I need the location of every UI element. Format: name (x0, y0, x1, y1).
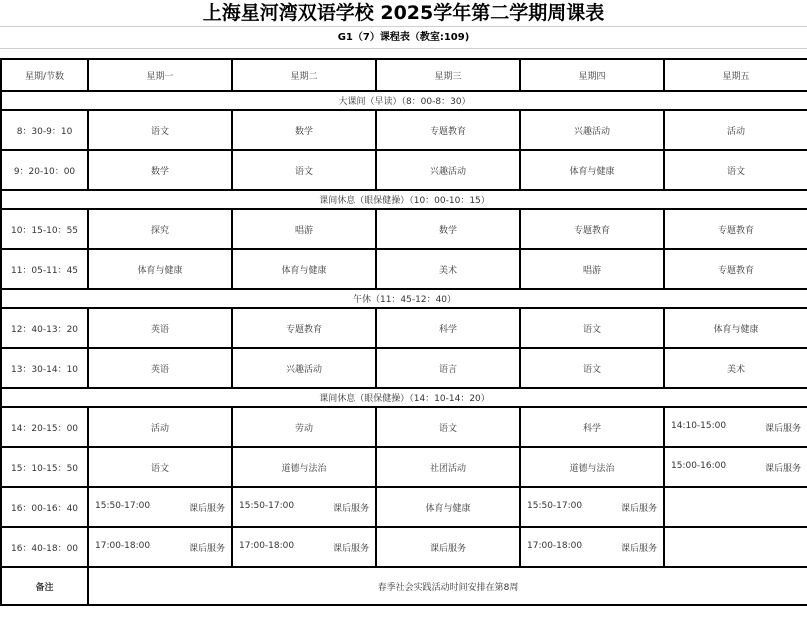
break-rest-1: 课间休息（眼保健操）（10：00-10：15） (1, 190, 807, 209)
class-cell: 体育与健康 (376, 487, 520, 527)
class-cell: 科学 (376, 308, 520, 348)
after-school-slot (89, 541, 231, 554)
class-cell: 社团活动 (376, 447, 520, 487)
note-label: 备注 (1, 567, 88, 605)
title-divider (0, 26, 807, 27)
class-cell: 道德与法治 (232, 447, 376, 487)
period-time: 8：30-9：10 (1, 110, 88, 150)
after-school-cell (520, 527, 664, 567)
day-header-mon: 星期一 (88, 59, 232, 91)
service-time: 17:00-18:00 (527, 540, 583, 551)
class-cell: 数学 (376, 209, 520, 249)
header-row (1, 59, 807, 91)
class-cell: 专题教育 (664, 209, 807, 249)
class-subtitle: G1（7）课程表（教室:109) (337, 32, 470, 43)
after-school-slot (665, 421, 807, 434)
service-label: 课后服务 (188, 503, 225, 514)
period-time: 10：15-10：55 (1, 209, 88, 249)
table-row (1, 487, 807, 527)
after-school-cell (664, 407, 807, 447)
class-cell: 唱游 (232, 209, 376, 249)
table-row (1, 209, 807, 249)
day-header-wed: 星期三 (376, 59, 520, 91)
class-cell: 兴趣活动 (376, 150, 520, 190)
class-cell (664, 527, 807, 567)
table-row (1, 249, 807, 289)
class-cell: 专题教育 (232, 308, 376, 348)
service-time: 17:00-18:00 (95, 540, 151, 551)
break-row (1, 289, 807, 308)
class-cell: 活动 (664, 110, 807, 150)
class-cell: 科学 (520, 407, 664, 447)
class-cell: 语文 (520, 308, 664, 348)
class-cell: 专题教育 (664, 249, 807, 289)
service-label: 课后服务 (332, 543, 369, 554)
period-time: 16：00-16：40 (1, 487, 88, 527)
service-label: 课后服务 (188, 543, 225, 554)
service-time: 15:50-17:00 (95, 500, 151, 511)
note-row (1, 567, 807, 605)
service-time: 17:00-18:00 (239, 540, 295, 551)
service-time: 14:10-15:00 (671, 420, 727, 431)
after-school-cell (232, 527, 376, 567)
service-label: 课后服务 (332, 503, 369, 514)
class-cell: 体育与健康 (520, 150, 664, 190)
service-label: 课后服务 (620, 503, 657, 514)
period-time: 12：40-13：20 (1, 308, 88, 348)
class-cell: 美术 (664, 348, 807, 388)
class-cell: 唱游 (520, 249, 664, 289)
break-morning: 大课间（早读）（8：00-8：30） (1, 91, 807, 110)
period-time: 11：05-11：45 (1, 249, 88, 289)
table-row (1, 527, 807, 567)
class-cell: 数学 (88, 150, 232, 190)
subtitle-divider (0, 48, 807, 49)
class-cell: 语文 (88, 110, 232, 150)
class-cell: 语文 (520, 348, 664, 388)
table-row (1, 447, 807, 487)
class-cell: 探究 (88, 209, 232, 249)
page-title: 上海星河湾双语学校 2025学年第二学期周课表 (202, 2, 605, 24)
class-cell: 课后服务 (376, 527, 520, 567)
period-time: 16：40-18：00 (1, 527, 88, 567)
break-row (1, 91, 807, 110)
after-school-slot (89, 501, 231, 514)
break-row (1, 190, 807, 209)
class-cell: 英语 (88, 308, 232, 348)
service-label: 课后服务 (764, 463, 801, 474)
period-time: 13：30-14：10 (1, 348, 88, 388)
after-school-slot (233, 501, 375, 514)
break-row (1, 388, 807, 407)
class-cell: 语言 (376, 348, 520, 388)
class-cell: 道德与法治 (520, 447, 664, 487)
after-school-slot (665, 461, 807, 474)
class-cell: 数学 (232, 110, 376, 150)
period-time: 15：10-15：50 (1, 447, 88, 487)
table-row (1, 110, 807, 150)
period-time: 14：20-15：00 (1, 407, 88, 447)
after-school-cell (88, 527, 232, 567)
after-school-cell (88, 487, 232, 527)
after-school-slot (521, 541, 663, 554)
after-school-cell (520, 487, 664, 527)
table-row (1, 348, 807, 388)
timetable (0, 58, 807, 606)
class-cell: 活动 (88, 407, 232, 447)
class-cell: 体育与健康 (88, 249, 232, 289)
class-cell: 语文 (88, 447, 232, 487)
class-cell: 劳动 (232, 407, 376, 447)
service-label: 课后服务 (764, 423, 801, 434)
class-cell: 语文 (232, 150, 376, 190)
class-cell: 体育与健康 (664, 308, 807, 348)
day-header-thu: 星期四 (520, 59, 664, 91)
class-cell (664, 487, 807, 527)
table-row (1, 407, 807, 447)
service-time: 15:50-17:00 (527, 500, 583, 511)
after-school-slot (521, 501, 663, 514)
class-cell: 专题教育 (520, 209, 664, 249)
table-row (1, 308, 807, 348)
service-time: 15:50-17:00 (239, 500, 295, 511)
class-cell: 兴趣活动 (232, 348, 376, 388)
period-time: 9：20-10：00 (1, 150, 88, 190)
after-school-slot (233, 541, 375, 554)
after-school-cell (232, 487, 376, 527)
class-cell: 专题教育 (376, 110, 520, 150)
table-row (1, 150, 807, 190)
corner-header: 星期/节数 (1, 59, 88, 91)
break-lunch: 午休（11：45-12：40） (1, 289, 807, 308)
day-header-fri: 星期五 (664, 59, 807, 91)
break-rest-2: 课间休息（眼保健操）（14：10-14：20） (1, 388, 807, 407)
class-cell: 兴趣活动 (520, 110, 664, 150)
service-time: 15:00-16:00 (671, 460, 727, 471)
note-text: 春季社会实践活动时间安排在第8周 (88, 567, 807, 605)
class-cell: 语文 (376, 407, 520, 447)
class-cell: 体育与健康 (232, 249, 376, 289)
day-header-tue: 星期二 (232, 59, 376, 91)
class-cell: 语文 (664, 150, 807, 190)
after-school-cell (664, 447, 807, 487)
class-cell: 英语 (88, 348, 232, 388)
service-label: 课后服务 (620, 543, 657, 554)
class-cell: 美术 (376, 249, 520, 289)
